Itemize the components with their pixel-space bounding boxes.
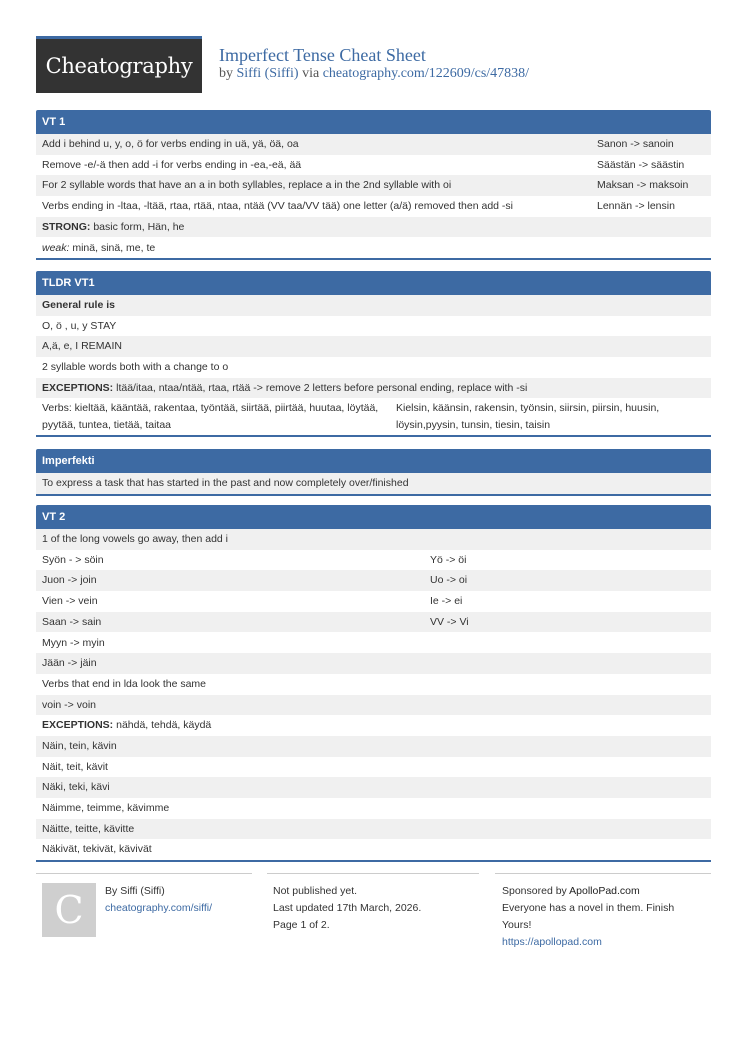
rule-text: A,ä, e, I REMAIN — [42, 340, 122, 353]
rule-text: 1 of the long vowels go away, then add i — [42, 533, 229, 546]
sponsor-line — [502, 883, 692, 900]
table-row — [36, 529, 711, 550]
rule-text: O, ö , u, y STAY — [42, 319, 117, 332]
rule-example: Säästän -> säästin — [597, 158, 685, 171]
section-title: VT 1 — [36, 110, 711, 134]
table-row — [36, 777, 711, 798]
verb-forms: Näimme, teimme, kävimme — [42, 802, 170, 815]
section-vt2 — [36, 505, 711, 862]
verbs-past-list: Kielsin, käänsin, rakensin, työnsin, siirsin, piirsin, huusin, löysin,pyysin, tunsin, tiesin, taisin — [396, 402, 660, 431]
table-row — [36, 316, 711, 337]
table-row — [36, 757, 711, 778]
rule-text: 2 syllable words both with a change to o — [42, 361, 229, 374]
exceptions-note — [42, 380, 705, 397]
example-left: Syön - > söin — [42, 553, 104, 566]
verb-forms: Näin, tein, kävin — [42, 739, 117, 752]
table-row — [36, 550, 711, 571]
logo-text: Cheatography — [45, 54, 193, 78]
rule-example: Maksan -> maksoin — [597, 179, 689, 192]
avatar-letter: C — [54, 887, 84, 932]
strong-text: basic form, Hän, he — [90, 220, 185, 233]
example-left: Saan -> sain — [42, 615, 102, 628]
sponsor-name: ApolloPad.com — [569, 885, 640, 897]
byline-by: by — [219, 66, 233, 81]
table-row — [36, 819, 711, 840]
sponsor-link[interactable]: https://apollopad.com — [502, 936, 602, 948]
table-row — [36, 378, 711, 399]
author-link[interactable]: Siffi (Siffi) — [236, 66, 299, 81]
table-row — [36, 612, 711, 633]
sponsor-prefix: Sponsored by — [502, 885, 567, 897]
table-row — [36, 632, 711, 653]
table-row — [36, 653, 711, 674]
rule-example: Sanon -> sanoin — [597, 138, 674, 151]
definition-text: To express a task that has started in the past and now completely over/finished — [42, 477, 409, 490]
example-right: Yö -> öi — [430, 553, 467, 566]
table-row — [36, 570, 711, 591]
table-row — [36, 295, 711, 316]
general-rule: General rule is — [42, 299, 115, 312]
footer-sponsor — [495, 873, 711, 951]
verb-forms: Näkivät, tekivät, kävivät — [42, 843, 152, 856]
strong-label: STRONG: — [42, 220, 91, 233]
exceptions-label: EXCEPTIONS: — [42, 719, 114, 732]
table-row — [36, 695, 711, 716]
exceptions-note — [42, 717, 705, 734]
rule-text: Verbs ending in -ltaa, -ltää, rtaa, rtää, ntaa, ntää (VV taa/VV tää) one letter (a/ä) removed then add -si — [42, 200, 514, 213]
weak-note — [42, 240, 705, 257]
section-title: VT 2 — [36, 505, 711, 529]
table-row — [36, 798, 711, 819]
table-row — [36, 134, 711, 155]
footer-author-line — [105, 883, 252, 900]
by-prefix: By — [105, 885, 118, 897]
verb-forms: Näki, teki, kävi — [42, 781, 110, 794]
table-row — [36, 196, 711, 217]
table-row — [36, 155, 711, 176]
example-left: Vien -> vein — [42, 595, 98, 608]
example-right: Uo -> oi — [430, 574, 468, 587]
published-status: Not published yet. — [273, 885, 358, 897]
rule-text: Verbs that end in lda look the same — [42, 677, 207, 690]
verb-forms: Näit, teit, kävit — [42, 760, 108, 773]
section-title: TLDR VT1 — [36, 271, 711, 295]
table-row — [36, 736, 711, 757]
sheet-url-link[interactable]: cheatography.com/122609/cs/47838/ — [322, 66, 530, 81]
byline — [219, 66, 529, 82]
footer-status — [267, 873, 479, 934]
author-profile-link[interactable]: cheatography.com/siffi/ — [105, 902, 212, 914]
table-row — [36, 591, 711, 612]
example-left: Jään -> jäin — [42, 657, 97, 670]
author-avatar — [42, 883, 96, 937]
section-title: Imperfekti — [36, 449, 711, 473]
rule-text: voin -> voin — [42, 698, 96, 711]
weak-label: weak: — [42, 241, 70, 254]
table-row — [36, 217, 711, 238]
table-row — [36, 398, 711, 435]
table-row — [36, 336, 711, 357]
page-number: Page 1 of 2. — [273, 919, 330, 931]
table-row — [36, 357, 711, 378]
sponsor-text: Everyone has a novel in them. Finish Yours! — [502, 902, 675, 931]
weak-text: minä, sinä, me, te — [69, 241, 156, 254]
byline-via: via — [302, 66, 320, 81]
exceptions-text: nähdä, tehdä, käydä — [113, 719, 212, 732]
strong-note — [42, 219, 705, 236]
example-left: Juon -> join — [42, 574, 97, 587]
example-left: Myyn -> myin — [42, 636, 105, 649]
footer-author — [36, 873, 252, 953]
verbs-list: Verbs: kieltää, kääntää, rakentaa, työntää, siirtää, piirtää, huutaa, löytää, pyytää, tuntea, tietää, taitaa — [42, 402, 379, 431]
rule-text: Add i behind u, y, o, ö for verbs ending in uä, yä, öä, oa — [42, 138, 299, 151]
table-row — [36, 473, 711, 494]
table-row — [36, 237, 711, 258]
exceptions-label: EXCEPTIONS: — [42, 381, 114, 394]
section-imperfekti — [36, 449, 711, 496]
table-row — [36, 715, 711, 736]
verb-forms: Näitte, teitte, kävitte — [42, 822, 135, 835]
rule-example: Lennän -> lensin — [597, 200, 675, 213]
rule-text: For 2 syllable words that have an a in both syllables, replace a in the 2nd syllable with oi — [42, 179, 452, 192]
rule-text: Remove -e/-ä then add -i for verbs ending in -ea,-eä, ää — [42, 158, 302, 171]
table-row — [36, 674, 711, 695]
example-right: VV -> Vi — [430, 615, 469, 628]
exceptions-text: ltää/itaa, ntaa/ntää, rtaa, rtää -> remove 2 letters before personal ending, replace with -si — [113, 381, 528, 394]
cheatography-logo[interactable] — [36, 36, 202, 93]
table-row — [36, 839, 711, 860]
page-title: Imperfect Tense Cheat Sheet — [219, 45, 426, 65]
footer-author-name: Siffi (Siffi) — [120, 885, 165, 897]
section-vt1 — [36, 110, 711, 260]
table-row — [36, 175, 711, 196]
last-updated: Last updated 17th March, 2026. — [273, 902, 422, 914]
example-right: Ie -> ei — [430, 595, 463, 608]
footer — [36, 873, 711, 953]
section-tldr-vt1 — [36, 271, 711, 437]
